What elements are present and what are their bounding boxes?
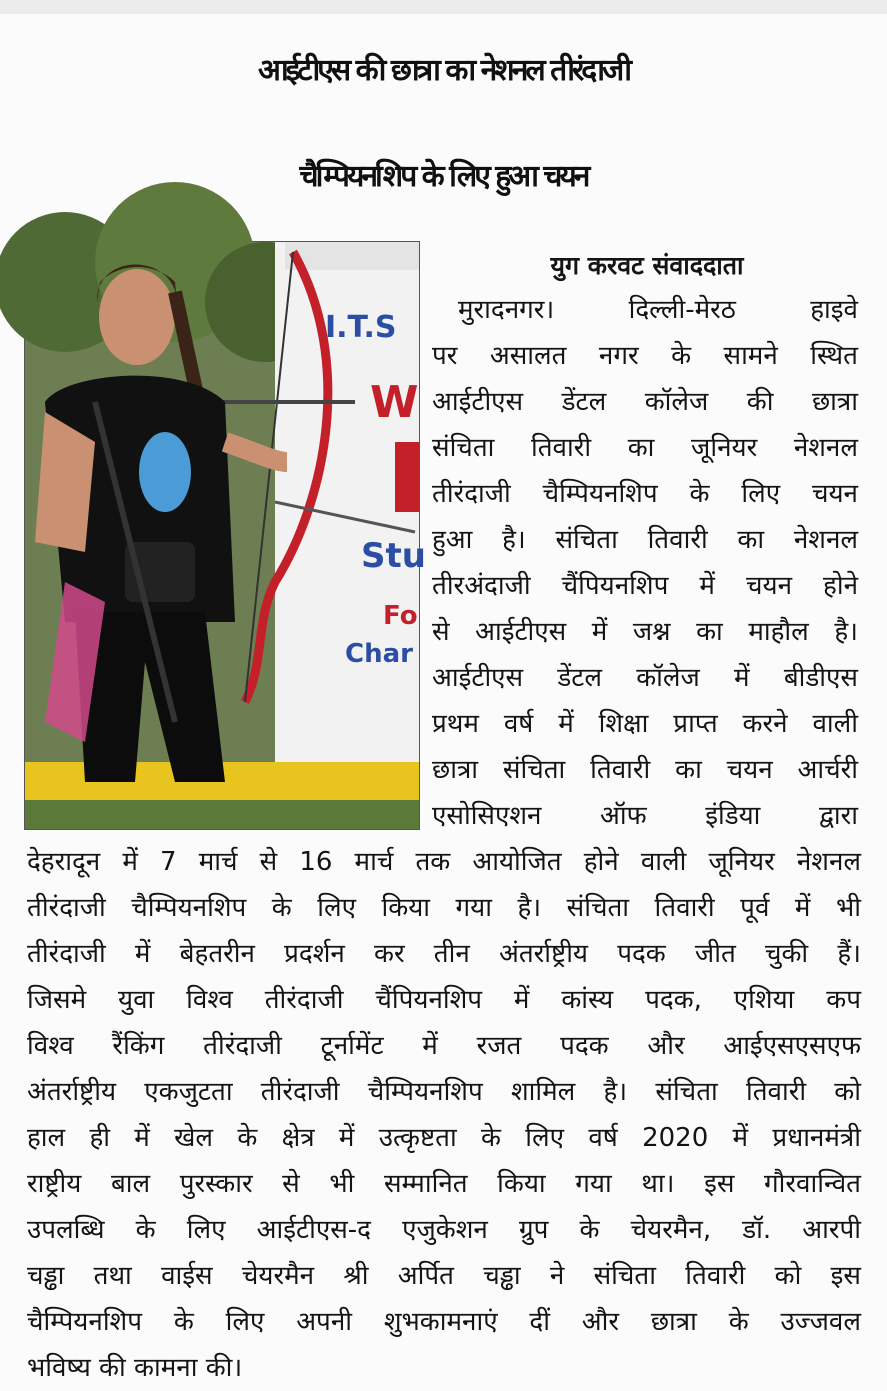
body-line-last: भविष्य की कामना की। [27, 1353, 243, 1383]
banner-text-char: Char [345, 639, 413, 669]
body-line: जिसमे युवा विश्व तीरंदाजी चैंपियनशिप में कांस्य पदक, एशिया कप [27, 985, 861, 1015]
body-line: चैम्पियनशिप के लिए अपनी शुभकामनाएं दीं और छात्रा के उज्जवल [27, 1307, 861, 1337]
body-line: से आईटीएस में जश्न का माहौल है। [432, 617, 858, 647]
body-line: मुरादनगर। दिल्ली-मेरठ हाइवे [458, 295, 858, 325]
byline: युग करवट संवाददाता [550, 251, 744, 280]
body-line: तीरंदाजी चैम्पियनशिप के लिए चयन [432, 479, 858, 509]
article-photo [24, 241, 426, 830]
body-line: एसोसिएशन ऑफ इंडिया द्वारा [432, 801, 858, 831]
body-line: आईटीएस डेंटल कॉलेज की छात्रा [432, 387, 858, 417]
body-line: राष्ट्रीय बाल पुरस्कार से भी सम्मानित किया गया था। इस गौरवान्वित [27, 1169, 861, 1199]
body-line: चड्ढा तथा वाईस चेयरमैन श्री अर्पित चड्ढा ने संचिता तिवारी को इस [27, 1261, 861, 1291]
body-line: तीरअंदाजी चैंपियनशिप में चयन होने [432, 571, 858, 601]
top-strip [0, 0, 887, 14]
body-line: प्रथम वर्ष में शिक्षा प्राप्त करने वाली [432, 709, 858, 739]
body-line: अंतर्राष्ट्रीय एकजुटता तीरंदाजी चैम्पियनशिप शामिल है। संचिता तिवारी को [27, 1077, 861, 1107]
body-line: तीरंदाजी चैम्पियनशिप के लिए किया गया है। संचिता तिवारी पूर्व में भी [27, 893, 861, 923]
body-line: उपलब्धि के लिए आईटीएस-द एजुकेशन ग्रुप के चेयरमैन, डॉ. आरपी [27, 1215, 861, 1245]
headline-line-2: चैम्पियनशिप के लिए हुआ चयन [299, 159, 588, 194]
banner-text-its: I.T.S [325, 310, 397, 345]
body-line: हुआ है। संचिता तिवारी का नेशनल [432, 525, 858, 555]
headline-line-1: आईटीएस की छात्रा का नेशनल तीरंदाजी [257, 53, 630, 88]
body-line: देहरादून में 7 मार्च से 16 मार्च तक आयोजित होने वाली जूनियर नेशनल [27, 847, 861, 877]
body-line: तीरंदाजी में बेहतरीन प्रदर्शन कर तीन अंतर्राष्ट्रीय पदक जीत चुकी हैं। [27, 939, 861, 969]
body-line: आईटीएस डेंटल कॉलेज में बीडीएस [432, 663, 858, 693]
banner-text-w: W [370, 377, 419, 428]
banner-text-fo: Fo [383, 601, 418, 631]
body-line: विश्व रैंकिंग तीरंदाजी टूर्नामेंट में रजत पदक और आईएसएसएफ [27, 1031, 861, 1061]
body-line: छात्रा संचिता तिवारी का चयन आर्चरी [432, 755, 858, 785]
banner-text-stu: Stu [361, 536, 426, 576]
body-line: पर असालत नगर के सामने स्थित [432, 341, 858, 371]
body-line: हाल ही में खेल के क्षेत्र में उत्कृष्टता के लिए वर्ष 2020 में प्रधानमंत्री [27, 1123, 861, 1153]
body-line: संचिता तिवारी का जूनियर नेशनल [432, 433, 858, 463]
